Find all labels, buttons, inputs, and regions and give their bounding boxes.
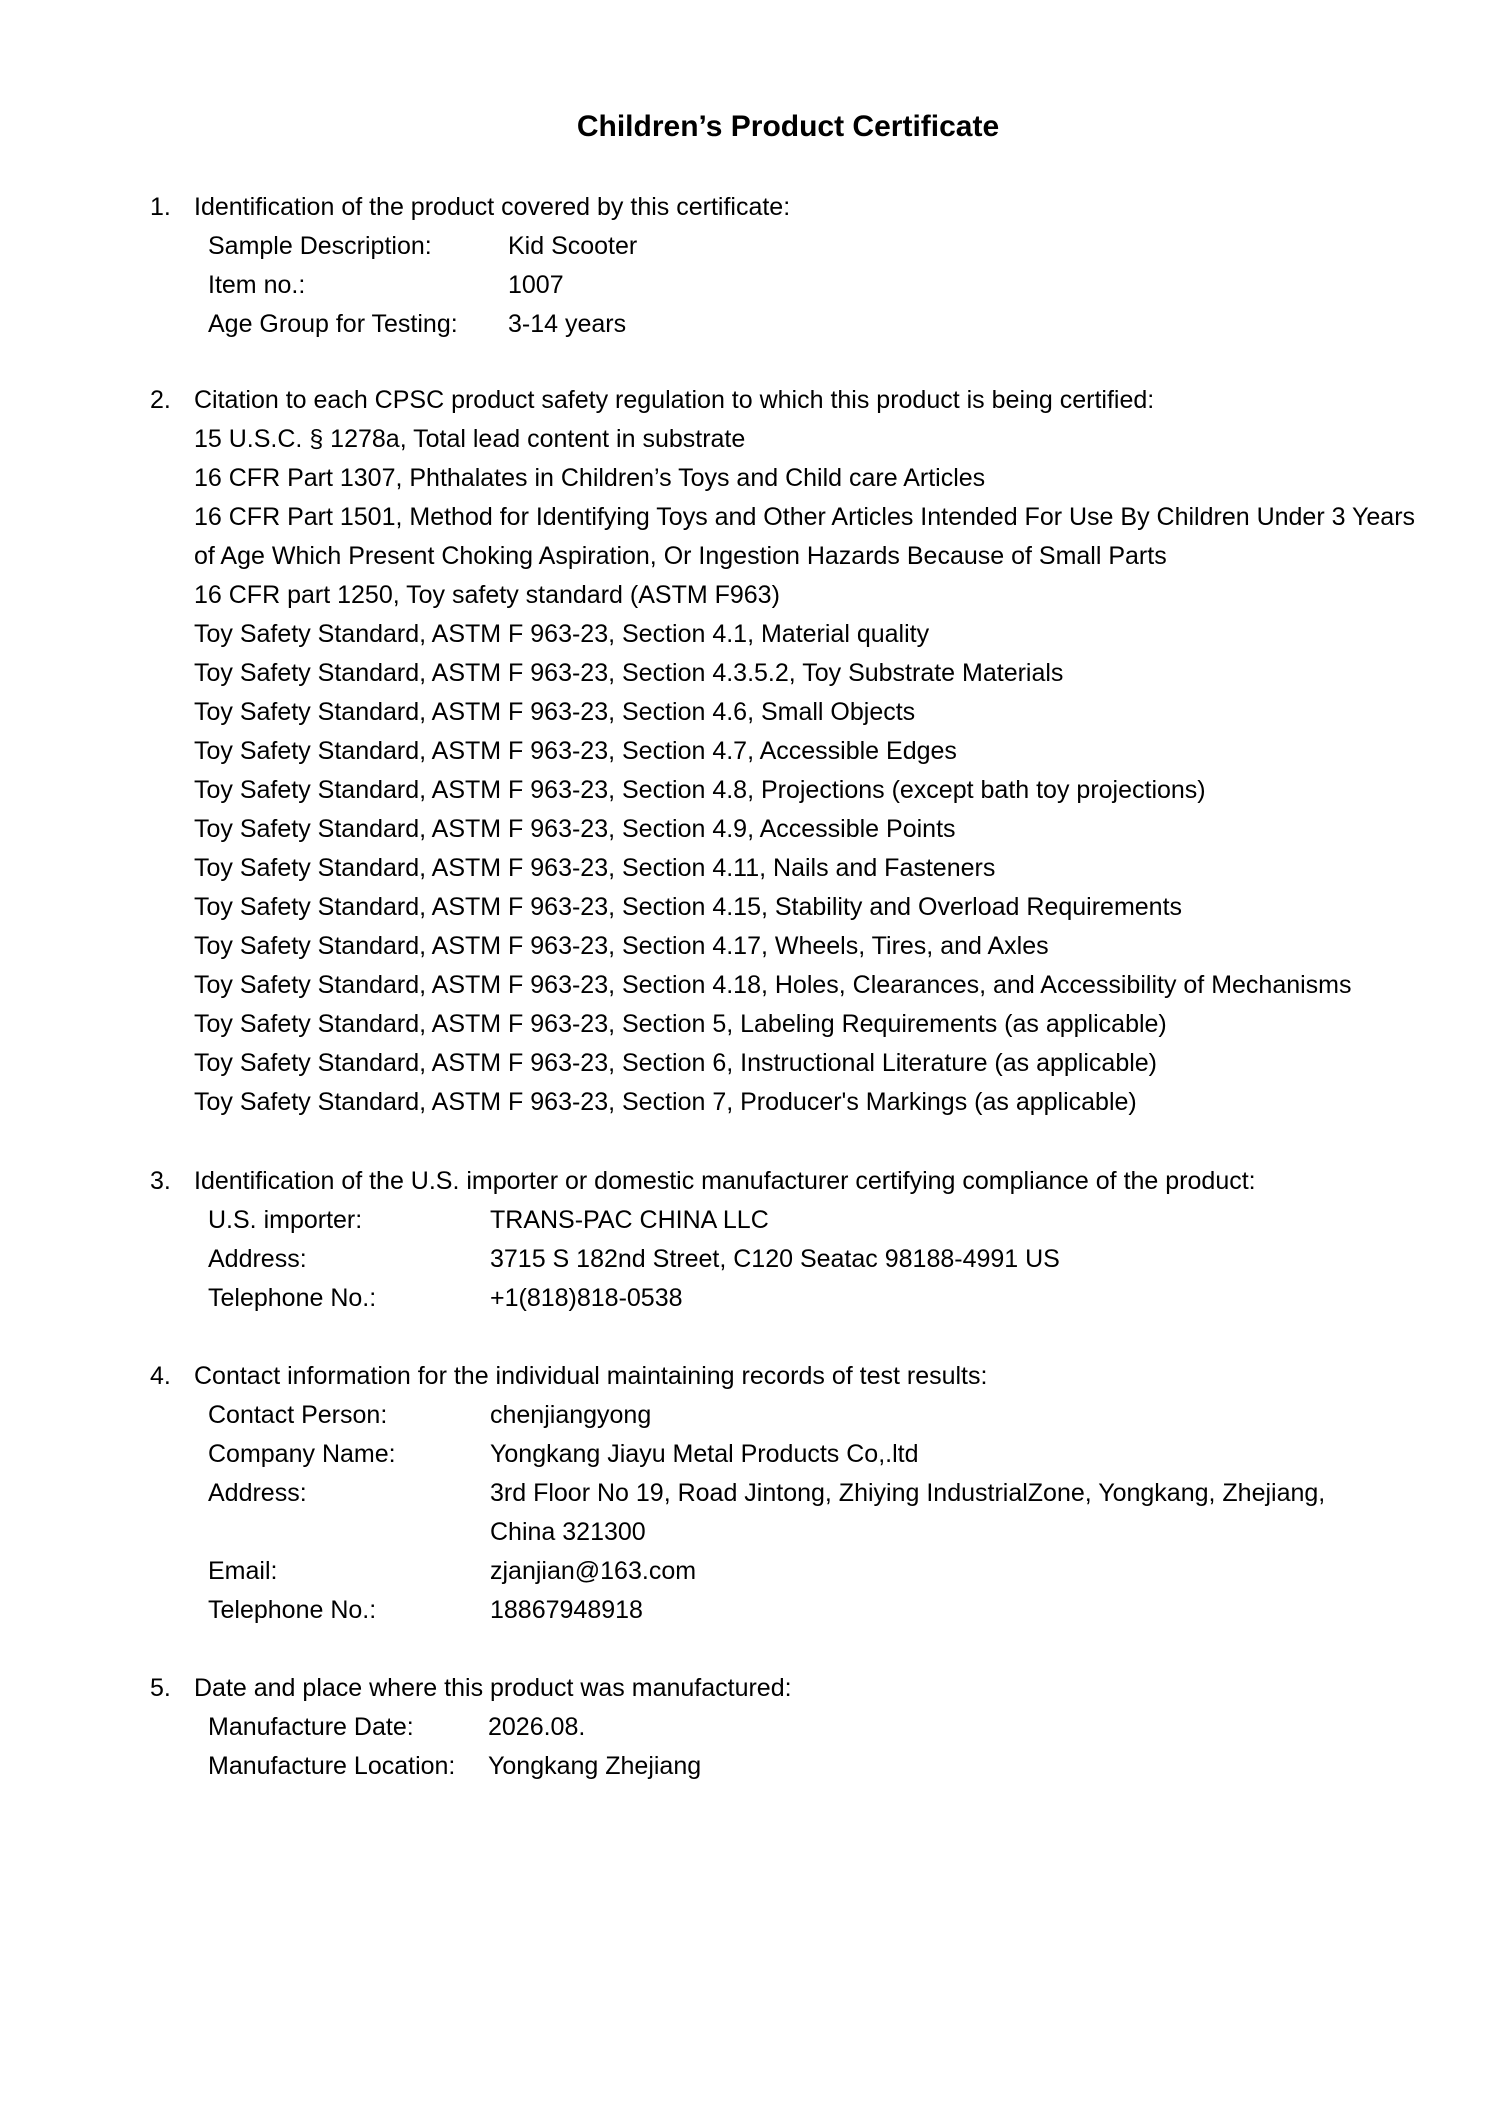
field-value: +1(818)818-0538	[490, 1284, 683, 1312]
section-product-identification	[150, 188, 1420, 344]
citation-item: Toy Safety Standard, ASTM F 963-23, Section 4.1, Material quality	[194, 620, 930, 648]
field-label: Telephone No.:	[208, 1596, 377, 1624]
field-value: zjanjian@163.com	[490, 1557, 697, 1585]
citation-item: 16 CFR part 1250, Toy safety standard (ASTM F963)	[194, 581, 780, 609]
field-value: Yongkang Jiayu Metal Products Co,.ltd	[490, 1440, 919, 1468]
field-label: Address:	[208, 1479, 307, 1507]
citation-text: 16 CFR Part 1501, Method for Identifying Toys and Other Articles Intended For Use By Children Under 3 Years of Age Which Present Choking Aspiration, Or Ingestion Hazards Because of Small Parts	[194, 503, 1416, 570]
citation-item: Toy Safety Standard, ASTM F 963-23, Section 4.11, Nails and Fasteners	[194, 854, 996, 882]
field-address	[208, 1474, 1420, 1552]
citation-item: Toy Safety Standard, ASTM F 963-23, Section 4.8, Projections (except bath toy projections)	[194, 776, 1206, 804]
section-manufacture	[150, 1669, 1420, 1786]
field-manufacture-date	[208, 1708, 1420, 1747]
field-label: U.S. importer:	[208, 1206, 363, 1234]
section-heading: Identification of the product covered by this certificate:	[194, 193, 791, 221]
field-company-name	[208, 1435, 1420, 1474]
field-telephone	[208, 1279, 1420, 1318]
field-sample-description	[208, 227, 1420, 266]
field-label: Manufacture Location:	[208, 1752, 456, 1780]
field-value: chenjiangyong	[490, 1401, 652, 1429]
section-records-contact	[150, 1357, 1420, 1630]
section-number: 5.	[150, 1674, 171, 1702]
citation-item	[150, 498, 1420, 576]
field-value: TRANS-PAC CHINA LLC	[490, 1206, 769, 1234]
section-number: 4.	[150, 1362, 171, 1390]
field-label: Telephone No.:	[208, 1284, 377, 1312]
field-label: Address:	[208, 1245, 307, 1273]
section-heading: Citation to each CPSC product safety regulation to which this product is being certified:	[194, 386, 1155, 414]
field-email	[208, 1552, 1420, 1591]
citation-item: Toy Safety Standard, ASTM F 963-23, Section 4.17, Wheels, Tires, and Axles	[194, 932, 1049, 960]
section-cpsc-citations	[150, 381, 1420, 1122]
field-value: 3rd Floor No 19, Road Jintong, Zhiying IndustrialZone, Yongkang, Zhejiang, China 321300	[490, 1479, 1326, 1546]
citation-item: Toy Safety Standard, ASTM F 963-23, Section 5, Labeling Requirements (as applicable)	[194, 1010, 1167, 1038]
citation-item: Toy Safety Standard, ASTM F 963-23, Section 6, Instructional Literature (as applicable)	[194, 1049, 1158, 1077]
citation-item: Toy Safety Standard, ASTM F 963-23, Section 7, Producer's Markings (as applicable)	[194, 1088, 1137, 1116]
field-value: 1007	[508, 271, 564, 299]
field-label: Contact Person:	[208, 1401, 388, 1429]
field-value: 18867948918	[490, 1596, 643, 1624]
field-label: Manufacture Date:	[208, 1713, 414, 1741]
field-age-group	[208, 305, 1420, 344]
citation-item: Toy Safety Standard, ASTM F 963-23, Section 4.3.5.2, Toy Substrate Materials	[194, 659, 1064, 687]
section-importer	[150, 1162, 1420, 1318]
citation-item: 16 CFR Part 1307, Phthalates in Children’s Toys and Child care Articles	[194, 464, 986, 492]
section-heading: Contact information for the individual maintaining records of test results:	[194, 1362, 988, 1390]
citation-item: 15 U.S.C. § 1278a, Total lead content in substrate	[194, 425, 746, 453]
field-value: Kid Scooter	[508, 232, 638, 260]
field-value: 2026.08.	[488, 1713, 586, 1741]
field-label: Email:	[208, 1557, 278, 1585]
field-label: Sample Description:	[208, 232, 432, 260]
section-heading: Identification of the U.S. importer or domestic manufacturer certifying compliance of the product:	[194, 1167, 1256, 1195]
citation-item: Toy Safety Standard, ASTM F 963-23, Section 4.15, Stability and Overload Requirements	[194, 893, 1183, 921]
citation-list	[194, 420, 1420, 1122]
field-label: Item no.:	[208, 271, 306, 299]
section-number: 3.	[150, 1167, 171, 1195]
field-item-no	[208, 266, 1420, 305]
citation-item: Toy Safety Standard, ASTM F 963-23, Section 4.6, Small Objects	[194, 698, 916, 726]
field-label: Company Name:	[208, 1440, 396, 1468]
field-value: Yongkang Zhejiang	[488, 1752, 702, 1780]
section-heading: Date and place where this product was manufactured:	[194, 1674, 792, 1702]
document-title: Children’s Product Certificate	[576, 110, 1000, 143]
citation-item: Toy Safety Standard, ASTM F 963-23, Section 4.7, Accessible Edges	[194, 737, 957, 765]
field-manufacture-location	[208, 1747, 1420, 1786]
field-address	[208, 1240, 1420, 1279]
field-us-importer	[208, 1201, 1420, 1240]
citation-item: Toy Safety Standard, ASTM F 963-23, Section 4.18, Holes, Clearances, and Accessibility of Mechanisms	[194, 971, 1352, 999]
section-number: 2.	[150, 386, 171, 414]
field-value: 3715 S 182nd Street, C120 Seatac 98188-4991 US	[490, 1245, 1060, 1273]
section-number: 1.	[150, 193, 171, 221]
field-label: Age Group for Testing:	[208, 310, 458, 338]
field-value: 3-14 years	[508, 310, 627, 338]
citation-item: Toy Safety Standard, ASTM F 963-23, Section 4.9, Accessible Points	[194, 815, 956, 843]
field-contact-person	[208, 1396, 1420, 1435]
field-telephone	[208, 1591, 1420, 1630]
